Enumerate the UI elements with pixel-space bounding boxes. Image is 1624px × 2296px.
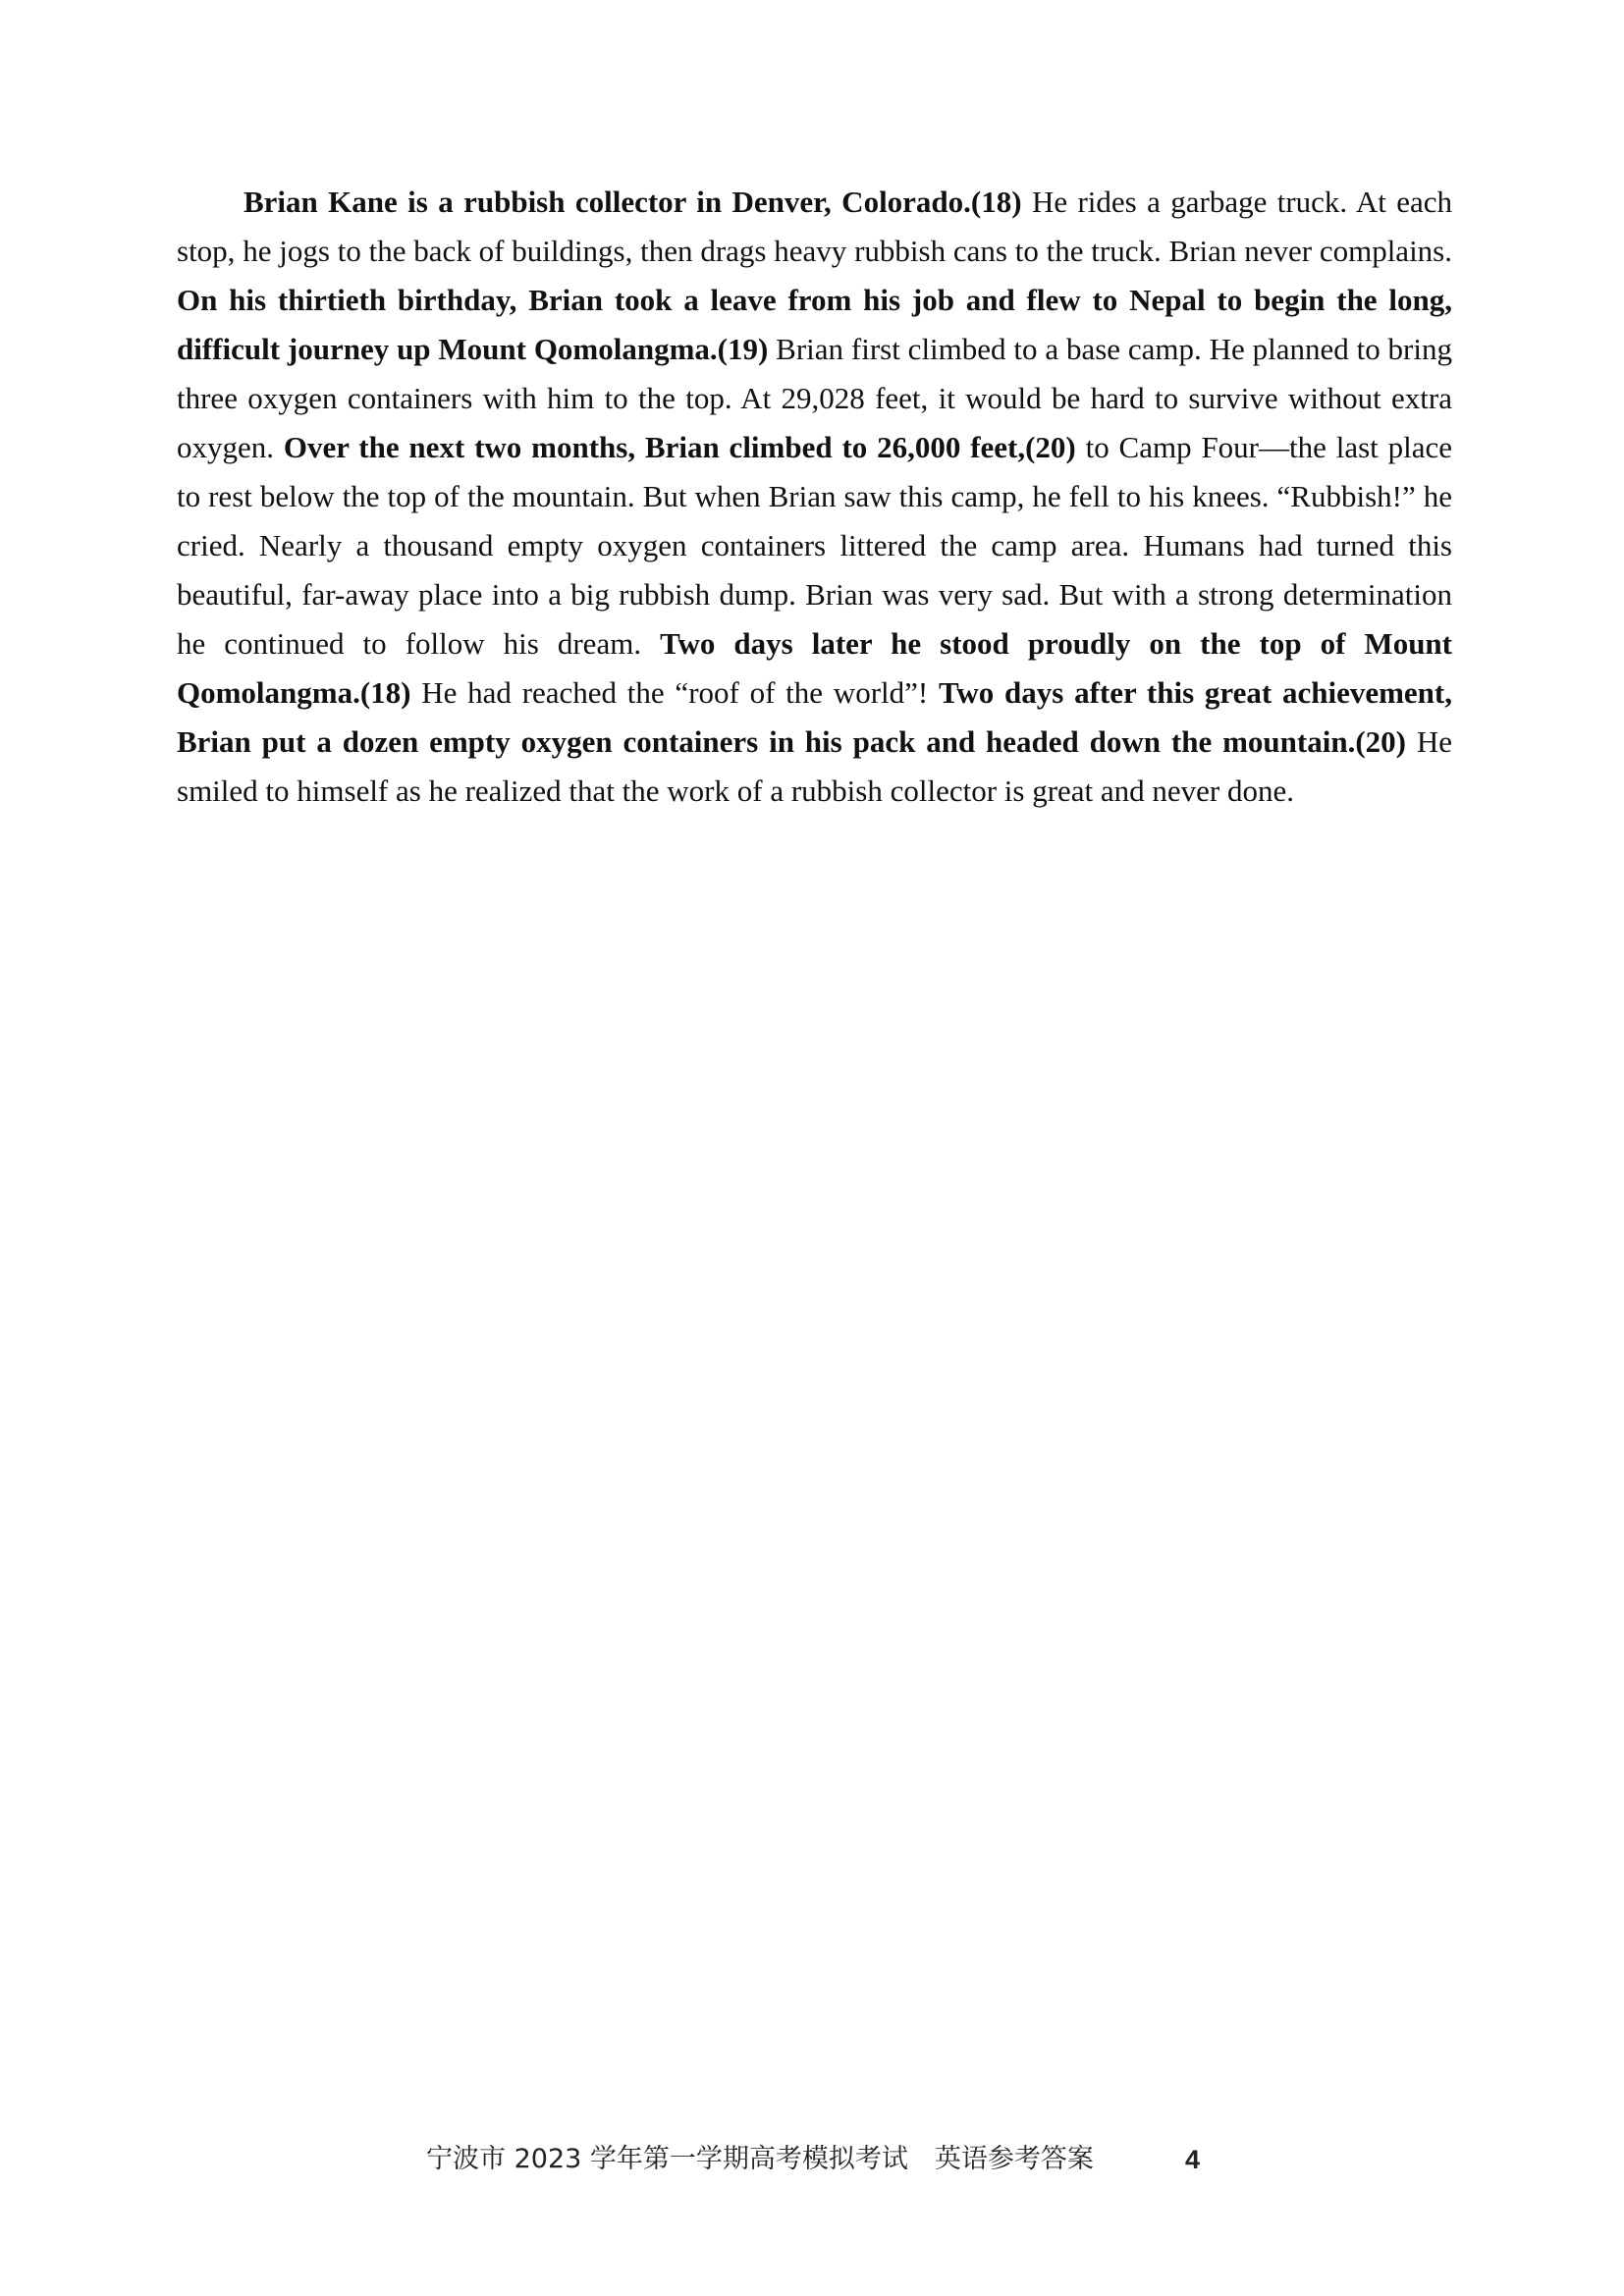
bold-key-sentence: Brian Kane is a rubbish collector in Denver, Colorado.(18) (244, 185, 1022, 219)
footer-title: 宁波市 2023 学年第一学期高考模拟考试 英语参考答案 (426, 2144, 1094, 2174)
bold-key-sentence: Over the next two months, Brian climbed to 26,000 feet,(20) (283, 430, 1076, 464)
page-footer (0, 2140, 1624, 2179)
bold-key-sentence: On his thirtieth birthday, Brian took a leave from his job and flew to Nepal to begin the long, difficult journey up Mount Qomolangma.(19) (177, 283, 1452, 366)
body-text: to Camp Four—the last place to rest below the top of the mountain. But when Brian saw this camp, he fell to his knees. “Rubbish!” he cried. Nearly a thousand empty oxygen containers littered the camp area. Humans had turned this beautiful, far-away place into a big rubbish dump. Brian was very sad. But with a strong determination he continued to follow his dream. (177, 430, 1453, 661)
bold-key-sentence: Two days after this great achievement, Brian put a dozen empty oxygen containers in his pack and headed down the mountain.(20) (177, 675, 1452, 759)
body-text: He smiled to himself as he realized that the work of a rubbish collector is great and never done. (177, 724, 1452, 808)
bold-key-sentence: Two days later he stood proudly on the top of Mount Qomolangma.(18) (177, 626, 1452, 710)
body-text: Brian first climbed to a base camp. He planned to bring three oxygen containers with him to the top. At 29,028 feet, it would be hard to survive without extra oxygen. (177, 332, 1452, 464)
page-number: 4 (1185, 2145, 1201, 2174)
story-paragraph (177, 178, 1452, 816)
body-text: He had reached the “roof of the world”! (410, 675, 939, 710)
body-text: He rides a garbage truck. At each stop, he jogs to the back of buildings, then drags heavy rubbish cans to the truck. Brian never complains. (177, 185, 1452, 268)
